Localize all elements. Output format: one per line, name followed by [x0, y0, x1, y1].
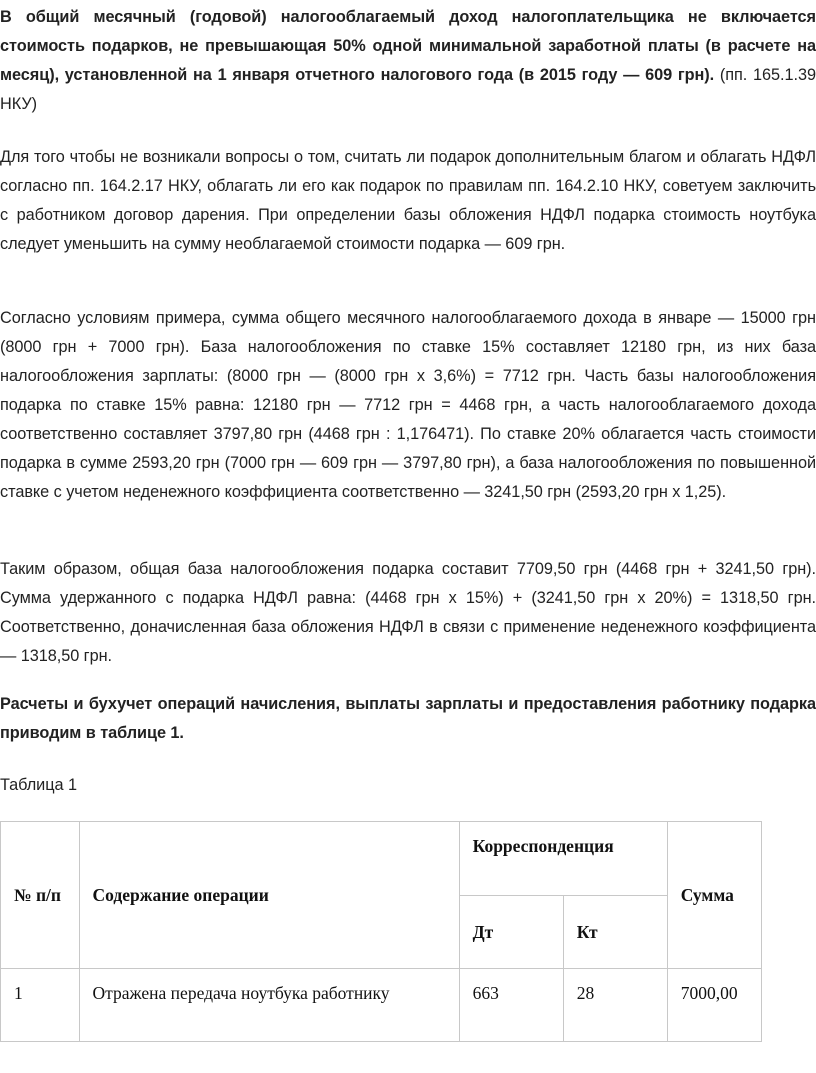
header-dt: Дт: [459, 896, 563, 969]
paragraph-tax-exemption: [0, 3, 816, 119]
paragraph-gift-agreement: Для того чтобы не возникали вопросы о том, считать ли подарок дополнительным благом и облагать НДФЛ согласно пп. 164.2.17 НКУ, облагать ли его как подарок по правилам пп. 164.2.10 НКУ, советуем заключить с работником договор дарения. При определении базы обложения НДФЛ подарка стоимость ноутбука следует уменьшить на сумму необлагаемой стоимости подарка — 609 грн.: [0, 148, 816, 253]
cell-num: 1: [1, 969, 80, 1042]
header-sum: Сумма: [667, 822, 761, 969]
header-correspondence: Корреспонденция: [459, 822, 667, 896]
table-row: [1, 969, 762, 1042]
cell-sum: 7000,00: [667, 969, 761, 1042]
header-operation: Содержание операции: [79, 822, 459, 969]
paragraph-bold-text: В общий месячный (годовой) налогооблагаемый доход налогоплательщика не включается стоимость подарков, не превышающая 50% одной минимальной заработной платы (в расчете на месяц), установленной на 1 января отчетного налогового года (в 2015 году — 609 грн).: [0, 8, 816, 84]
header-kt: Кт: [563, 896, 667, 969]
paragraph-total-base: Таким образом, общая база налогообложения подарка составит 7709,50 грн (4468 грн + 3241,50 грн). Сумма удержанного с подарка НДФЛ равна: (4468 грн х 15%) + (3241,50 грн х 20%) = 1318,50 грн. Соответственно, доначисленная база обложения НДФЛ в связи с применение неденежного коэффициента — 1318,50 грн.: [0, 560, 816, 665]
paragraph-reference: (пп. 165.1.39 НКУ): [0, 66, 816, 113]
header-num: № п/п: [1, 822, 80, 969]
paragraph-calculation: Согласно условиям примера, сумма общего месячного налогооблагаемого дохода в январе — 15000 грн (8000 грн + 7000 грн). База налогообложения по ставке 15% составляет 12180 грн, из них база налогообложения зарплаты: (8000 грн — (8000 грн х 3,6%) = 7712 грн. Часть базы налогообложения подарка по ставке 15% равна: 12180 грн — 7712 грн = 4468 грн, а часть налогооблагаемого дохода соответственно составляет 3797,80 грн (4468 грн : 1,176471). По ставке 20% облагается часть стоимости подарка в сумме 2593,20 грн (7000 грн — 609 грн — 3797,80 грн), а база налогообложения по повышенной ставке с учетом неденежного коэффициента соответственно — 3241,50 грн (2593,20 грн х 1,25).: [0, 309, 816, 501]
cell-dt: 663: [459, 969, 563, 1042]
cell-operation: Отражена передача ноутбука работнику: [79, 969, 459, 1042]
table-header-row: [1, 822, 762, 896]
paragraph-bold-text: Расчеты и бухучет операций начисления, выплаты зарплаты и предоставления работнику подарка приводим в таблице 1.: [0, 695, 816, 742]
paragraph-table-intro: [0, 690, 816, 748]
accounting-table: [0, 821, 762, 1042]
cell-kt: 28: [563, 969, 667, 1042]
table-caption: Таблица 1: [0, 776, 77, 794]
